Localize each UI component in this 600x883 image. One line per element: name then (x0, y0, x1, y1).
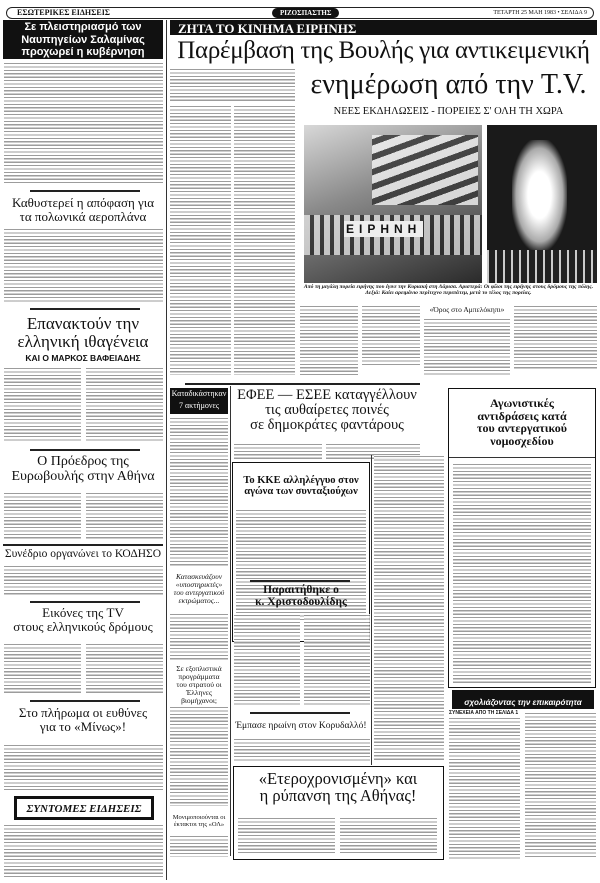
citizenship-subhead: ΚΑΙ Ο ΜΑΡΚΟΣ ΒΑΦΕΙΑΔΗΣ (25, 353, 141, 363)
tv-images-headline: Εικόνες της TV στους ελληνικούς δρόμους (13, 605, 153, 634)
main-headline-2: ενημέρωση από την T.V. (310, 69, 587, 100)
commentary-banner (452, 690, 594, 709)
photo-caption: Από τη μεγάλη πορεία ειρήνης που έγινε την Κυριακή στη Λάρισα. Αριστερά: Οι φίλοι της ειρήνης στους δρόμους της πόλης. Δεξιά: Καίει αρειμάνιο περίτεχνο περιπάτεμ, μετά το τέλος της πορείας. (303, 284, 594, 296)
main-headline: Παρέμβαση της Βουλής για αντικειμενική (177, 37, 590, 64)
body-text (304, 614, 370, 706)
divider (30, 601, 140, 603)
labor-bill-headline: Αγωνιστικές αντιδράσεις κατά του αντεργατικού νομοσχεδίου (476, 396, 567, 448)
supporters-headline: Κατασκευάζουν «υποστηρικτές» του αντεργατικού εκτρώματος... (173, 572, 225, 605)
divider (3, 544, 163, 546)
body-text (170, 835, 228, 857)
divider (30, 190, 140, 192)
salamina-headline: Σε πλειστηριασμό των Ναυπηγείων Σαλαμίνας προχωρεί η κυβέρνηση (3, 20, 163, 59)
body-text (170, 706, 228, 806)
body-text (4, 565, 163, 595)
kodiso-headline: Συνέδριο οργανώνει το ΚΟΔΗΣΟ (4, 548, 162, 560)
polish-planes-headline: Καθυστερεί η απόφαση για τα πολωνικά αεροπλάνα (11, 195, 155, 224)
pollution-box (233, 766, 444, 860)
body-text (362, 305, 420, 365)
lead-text (170, 68, 295, 102)
body-text (4, 228, 163, 302)
labor-bill-box (448, 388, 596, 688)
body-text (374, 455, 444, 760)
oa-headline: Μονιμοποιούνται οι έκτακτοι της «ΟΛ» (172, 814, 226, 828)
continued-label: ΣΥΝΕΧΕΙΑ ΑΠΟ ΤΗ ΣΕΛΙΔΑ 1 (449, 710, 519, 716)
body-text (170, 105, 231, 375)
body-text (170, 417, 228, 567)
brief-news-title: ΣΥΝΤΟΜΕΣ ΕΙΔΗΣΕΙΣ (26, 803, 142, 815)
minos-headline: Στο πλήρωμα οι ευθύνες για το «Μίνως»! (18, 705, 148, 734)
divider (250, 712, 350, 714)
photo-peace-march (304, 125, 482, 283)
photo-burning-effigy (487, 125, 597, 283)
body-text (525, 712, 596, 859)
body-text (170, 613, 228, 661)
body-text (424, 318, 510, 375)
lead-text (234, 443, 322, 459)
body-text (4, 744, 163, 790)
body-text (449, 717, 520, 859)
page-header (6, 7, 594, 19)
divider (185, 383, 420, 385)
body-text (234, 105, 295, 375)
body-text (234, 738, 370, 762)
body-text (234, 614, 300, 706)
photo-sign: ΕΙΡΗΝΗ (346, 222, 422, 236)
column-divider (166, 20, 167, 880)
divider (30, 308, 140, 310)
body-text (340, 817, 437, 855)
europarliament-headline: Ο Πρόεδρος της Ευρωβουλής στην Αθήνα (11, 454, 155, 484)
body-text (238, 817, 335, 855)
kke-headline: Το ΚΚΕ αλληλέγγυο στον αγώνα των συνταξιούχων (243, 475, 359, 498)
efee-headline: ΕΦΕΕ — ΕΣΕΕ καταγγέλλουν τις αυθαίρετες ποινές σε δημοκράτες φαντάρους (237, 387, 417, 434)
brief-news-box (14, 796, 154, 820)
ampelokipoi-headline: «Όρος στο Αμπελόκηπι» (429, 305, 505, 314)
body-text (86, 367, 163, 443)
column-divider (371, 455, 372, 765)
main-subhead: ΝΕΕΣ ΕΚΔΗΛΩΣΕΙΣ - ΠΟΡΕΙΕΣ Σ' ΟΛΗ ΤΗ ΧΩΡΑ (333, 106, 564, 117)
body-text (514, 305, 597, 370)
citizenship-headline: Επανακτούν την ελληνική ιθαγένεια (17, 314, 149, 351)
date-page: ΤΕΤΑΡΤΗ 25 ΜΑΗ 1983 • ΣΕΛΙΔΑ 9 (493, 10, 587, 16)
kicker-bar (170, 20, 597, 35)
pollution-headline: «Ετεροχρονισμένη» και η ρύπανση της Αθήνας! (258, 769, 418, 806)
body-text (300, 305, 358, 375)
commentary-title: σχολιάζοντας την επικαιρότητα (464, 698, 582, 707)
body-text (86, 643, 163, 695)
divider (30, 700, 140, 702)
body-text (4, 492, 81, 540)
body-text (86, 492, 163, 540)
convicted-headline: Καταδικάστηκαν 7 ακτήμονες (170, 388, 228, 414)
resigned-headline: Παραιτήθηκε ο κ. Χριστοδουλίδης (255, 584, 347, 609)
masthead: ΡΙΖΟΣΠΑΣΤΗΣ (272, 8, 339, 18)
column-divider (230, 386, 231, 856)
divider (30, 449, 140, 451)
section-label: ΕΣΩΤΕΡΙΚΕΣ ΕΙΔΗΣΕΙΣ (17, 8, 111, 17)
brief-news-items (4, 824, 163, 878)
body-text (453, 463, 591, 683)
body-text (4, 367, 81, 443)
body-text (4, 62, 163, 184)
kicker: ΖΗΤΑ ΤΟ ΚΙΝΗΜΑ ΕΙΡΗΝΗΣ (178, 21, 357, 36)
military-headline: Σε εξοπλιστικά προγράμματα του στρατού οι Έλληνες βιομήχανοι; (176, 664, 222, 705)
body-text (4, 643, 81, 695)
divider (250, 580, 350, 582)
heroin-headline: Έμπασε ηρωίνη στον Κορυδαλλό! (235, 721, 367, 731)
